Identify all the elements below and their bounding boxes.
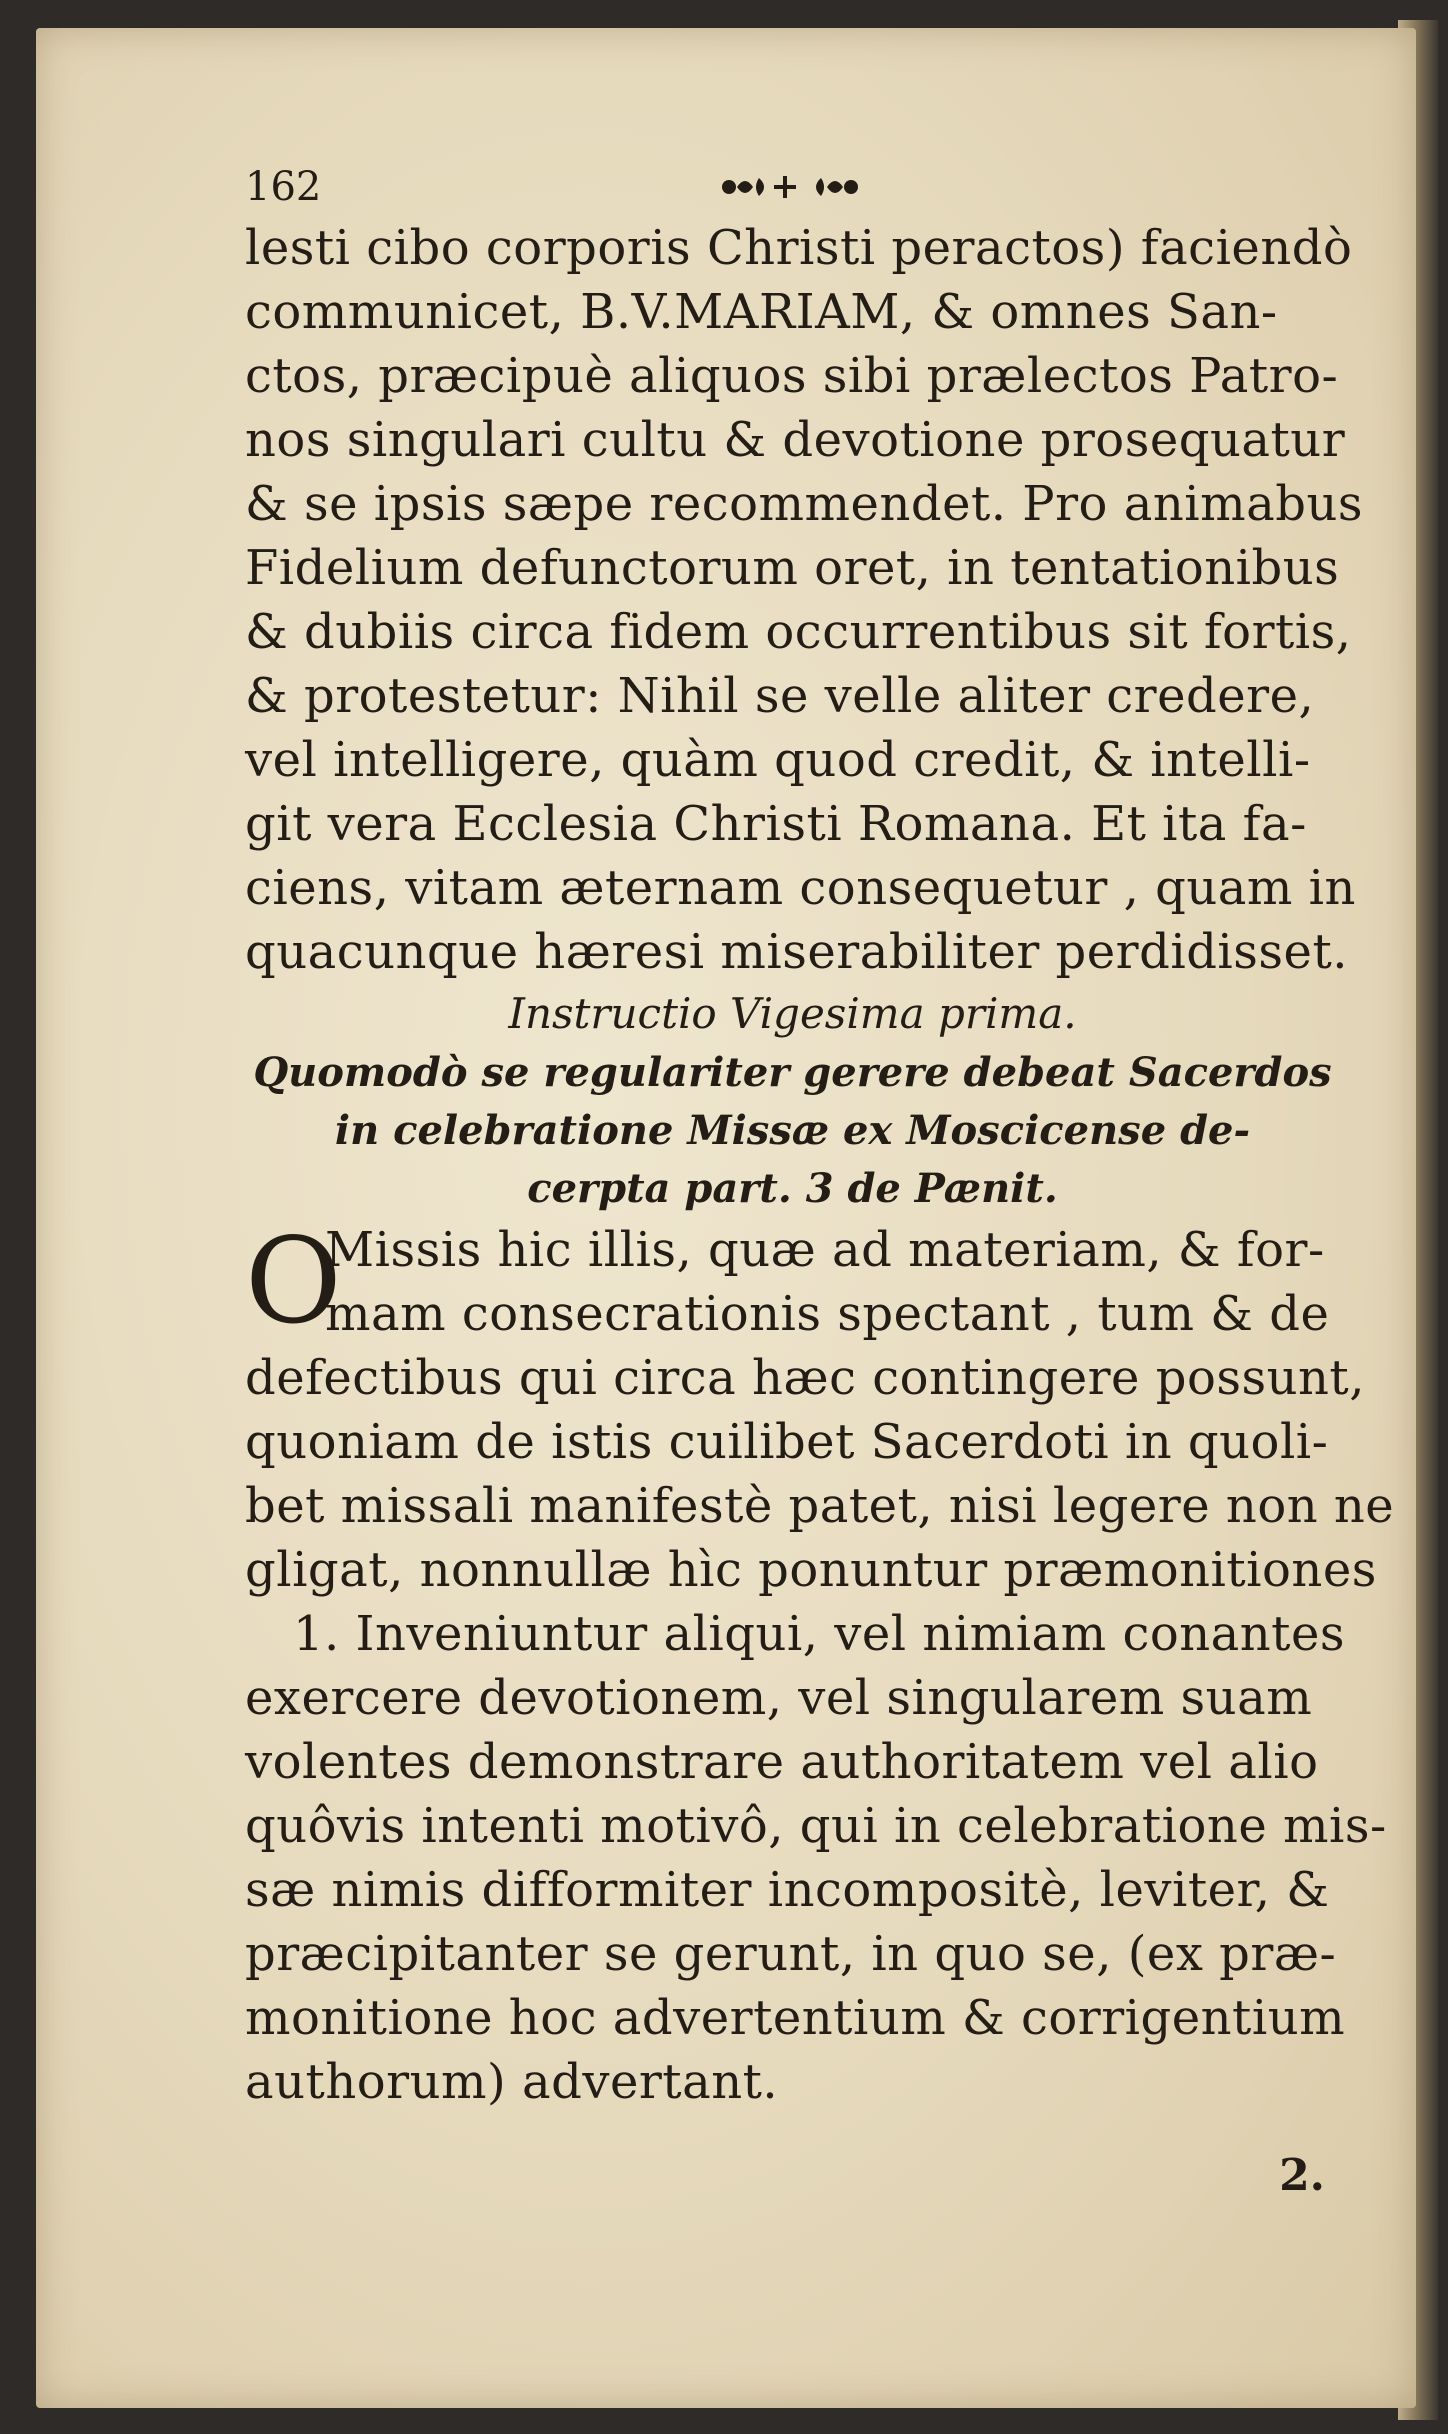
text-line: quoniam de istis cuilibet Sacerdoti in quoli-: [245, 1414, 1329, 1470]
text-line: communicet, B.V.MARIAM, & omnes San-: [245, 284, 1278, 340]
section-subtitle-line: in celebratione Missæ ex Moscicense de-: [334, 1107, 1251, 1154]
text-line: gligat, nonnullæ hìc ponuntur præmonitiones: [245, 1542, 1377, 1598]
text-line: monitione hoc advertentium & corrigentium: [245, 1990, 1346, 2046]
paragraph-continuation: [245, 216, 1395, 984]
text-line: exercere devotionem, vel singularem suam: [245, 1670, 1313, 1726]
text-line: lesti cibo corporis Christi peractos) faciendò: [245, 220, 1353, 276]
page-text-block: [245, 158, 1395, 2206]
text-line: git vera Ecclesia Christi Romana. Et ita fa-: [245, 796, 1307, 852]
page-header: [245, 158, 1395, 216]
numbered-paragraph: [245, 1602, 1395, 2114]
text-line: quacunque hæresi miserabiliter perdidisset.: [245, 924, 1348, 980]
fleuron-ornament-icon: [715, 170, 865, 204]
text-line: & protestetur: Nihil se velle aliter credere,: [245, 668, 1315, 724]
text-line: & dubiis circa fidem occurrentibus sit fortis,: [245, 604, 1352, 660]
text-line: authorum) advertant.: [245, 2054, 779, 2110]
text-line: & se ipsis sæpe recommendet. Pro animabus: [245, 476, 1363, 532]
text-line: volentes demonstrare authoritatem vel alio: [245, 1734, 1319, 1790]
section-heading: [245, 984, 1395, 1218]
text-line: 1. Inveniuntur aliqui, vel nimiam conantes: [293, 1606, 1345, 1662]
section-title: Instructio Vigesima prima.: [508, 989, 1077, 1038]
text-line: mam consecrationis spectant , tum & de: [325, 1286, 1330, 1342]
text-line: bet missali manifestè patet, nisi legere non ne: [245, 1478, 1395, 1534]
paragraph-with-drop-cap: [245, 1212, 1395, 1602]
section-subtitle-line: Quomodò se regulariter gerere debeat Sacerdos: [253, 1049, 1332, 1096]
text-line: vel intelligere, quàm quod credit, & intelli-: [245, 732, 1311, 788]
text-line: sæ nimis difformiter incompositè, leviter, &: [245, 1862, 1330, 1918]
text-line: præcipitanter se gerunt, in quo se, (ex præ-: [245, 1926, 1337, 1982]
text-line: nos singulari cultu & devotione prosequatur: [245, 412, 1346, 468]
catchword: 2.: [1279, 2150, 1325, 2201]
drop-cap-initial: O: [245, 1212, 342, 1350]
section-subtitle-line: cerpta part. 3 de Pænit.: [527, 1165, 1058, 1212]
text-line: defectibus qui circa hæc contingere possunt,: [245, 1350, 1365, 1406]
text-line: Fidelium defunctorum oret, in tentationibus: [245, 540, 1340, 596]
text-line: ciens, vitam æternam consequetur , quam in: [245, 860, 1356, 916]
text-line: Missis hic illis, quæ ad materiam, & for-: [325, 1222, 1325, 1278]
text-line: ctos, præcipuè aliquos sibi prælectos Patro-: [245, 348, 1339, 404]
page-number: 162: [245, 164, 322, 210]
text-line: quôvis intenti motivô, qui in celebratione mis-: [245, 1798, 1387, 1854]
